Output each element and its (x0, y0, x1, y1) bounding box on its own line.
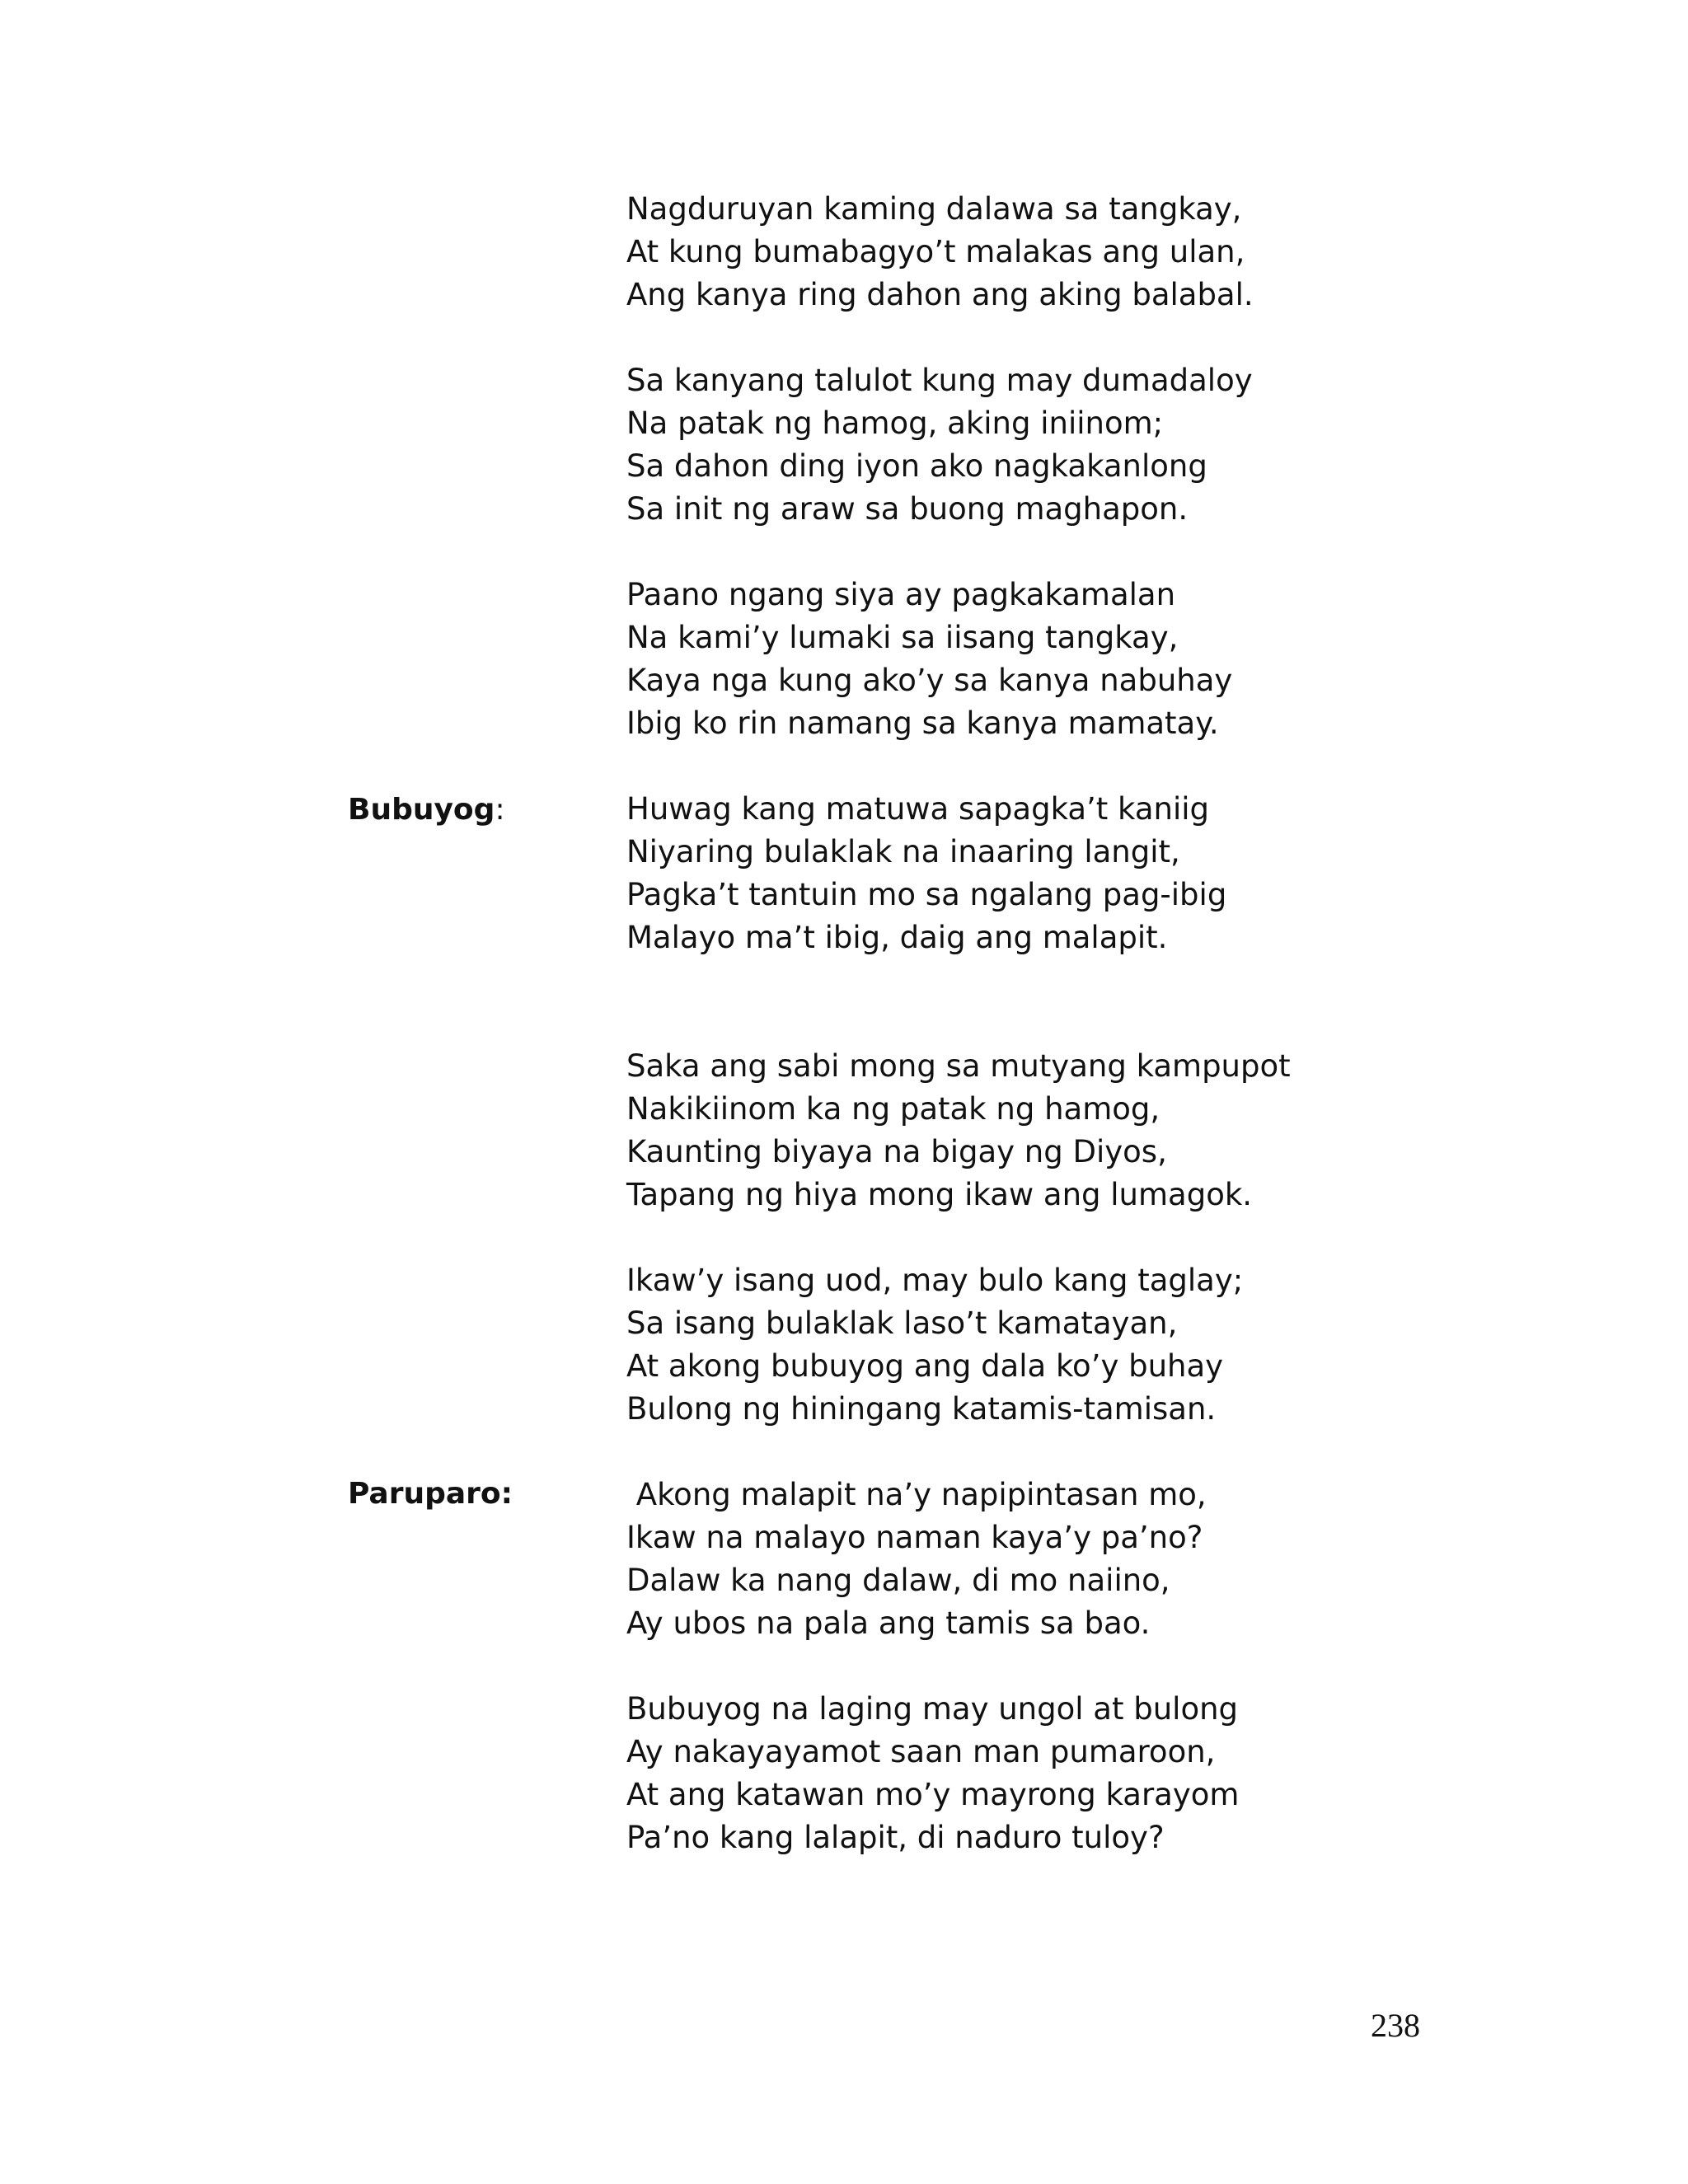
poem-line: Na kami’y lumaki sa iisang tangkay, (626, 620, 1179, 655)
stanza (626, 188, 1574, 316)
stanza (626, 1688, 1574, 1859)
page-number: 238 (1371, 2007, 1420, 2044)
poem-line: Bulong ng hiningang katamis-tamisan. (626, 1391, 1217, 1427)
poem-line: Bubuyog na laging may ungol at bulong (626, 1691, 1239, 1727)
poem-line: Ikaw na malayo naman kaya’y pa’no? (626, 1520, 1203, 1555)
stanza (626, 574, 1574, 745)
poem-line: Nagduruyan kaming dalawa sa tangkay, (626, 191, 1242, 227)
poem-line: At kung bumabagyo’t malakas ang ulan, (626, 234, 1245, 269)
poem-line: Ikaw’y isang uod, may bulo kang taglay; (626, 1263, 1244, 1298)
speaker-name: Bubuyog (348, 793, 495, 827)
poem-line: Sa kanyang talulot kung may dumadaloy (626, 363, 1253, 398)
poem-line: Niyaring bulaklak na inaaring langit, (626, 834, 1180, 869)
poem-line: Ibig ko rin namang sa kanya mamatay. (626, 705, 1219, 741)
stanza (626, 1045, 1574, 1216)
poem-line: Ay nakayayamot saan man pumaroon, (626, 1734, 1216, 1769)
poem-line: Pagka’t tantuin mo sa ngalang pag-ibig (626, 877, 1227, 912)
poem-line: Tapang ng hiya mong ikaw ang lumagok. (626, 1177, 1253, 1212)
poem-body (626, 188, 1574, 1859)
poem-line: Ay ubos na pala ang tamis sa bao. (626, 1605, 1151, 1641)
poem-line: Na patak ng hamog, aking iniinom; (626, 405, 1164, 441)
poem-line: Akong malapit na’y napipintasan mo, (626, 1477, 1207, 1512)
poem-line: Dalaw ka nang dalaw, di mo naiino, (626, 1563, 1170, 1598)
stanza-paruparo (626, 1474, 1574, 1645)
stanza (626, 359, 1574, 531)
speaker-label-bubuyog (348, 789, 505, 832)
poem-line: At ang katawan mo’y mayrong karayom (626, 1777, 1240, 1812)
poem-line: At akong bubuyog ang dala ko’y buhay (626, 1348, 1224, 1384)
poem-line: Sa dahon ding iyon ako nagkakanlong (626, 448, 1207, 484)
stanza (626, 1259, 1574, 1431)
poem-line: Pa’no kang lalapit, di naduro tuloy? (626, 1820, 1165, 1855)
poem-line: Kaunting biyaya na bigay ng Diyos, (626, 1134, 1167, 1169)
poem-line: Ang kanya ring dahon ang aking balabal. (626, 277, 1254, 312)
stanza-bubuyog (626, 788, 1574, 959)
poem-line: Sa init ng araw sa buong maghapon. (626, 491, 1189, 527)
poem-line: Paano ngang siya ay pagkakamalan (626, 577, 1176, 612)
speaker-label-paruparo: Paruparo: (348, 1477, 513, 1511)
poem-line: Nakikiinom ka ng patak ng hamog, (626, 1091, 1160, 1127)
poem-line: Saka ang sabi mong sa mutyang kampupot (626, 1048, 1291, 1084)
poem-line: Sa isang bulaklak laso’t kamatayan, (626, 1305, 1178, 1341)
poem-line: Huwag kang matuwa sapagka’t kaniig (626, 791, 1209, 827)
poem-line: Kaya nga kung ako’y sa kanya nabuhay (626, 663, 1233, 698)
speaker-colon: : (495, 793, 505, 827)
poem-line: Malayo ma’t ibig, daig ang malapit. (626, 920, 1168, 955)
